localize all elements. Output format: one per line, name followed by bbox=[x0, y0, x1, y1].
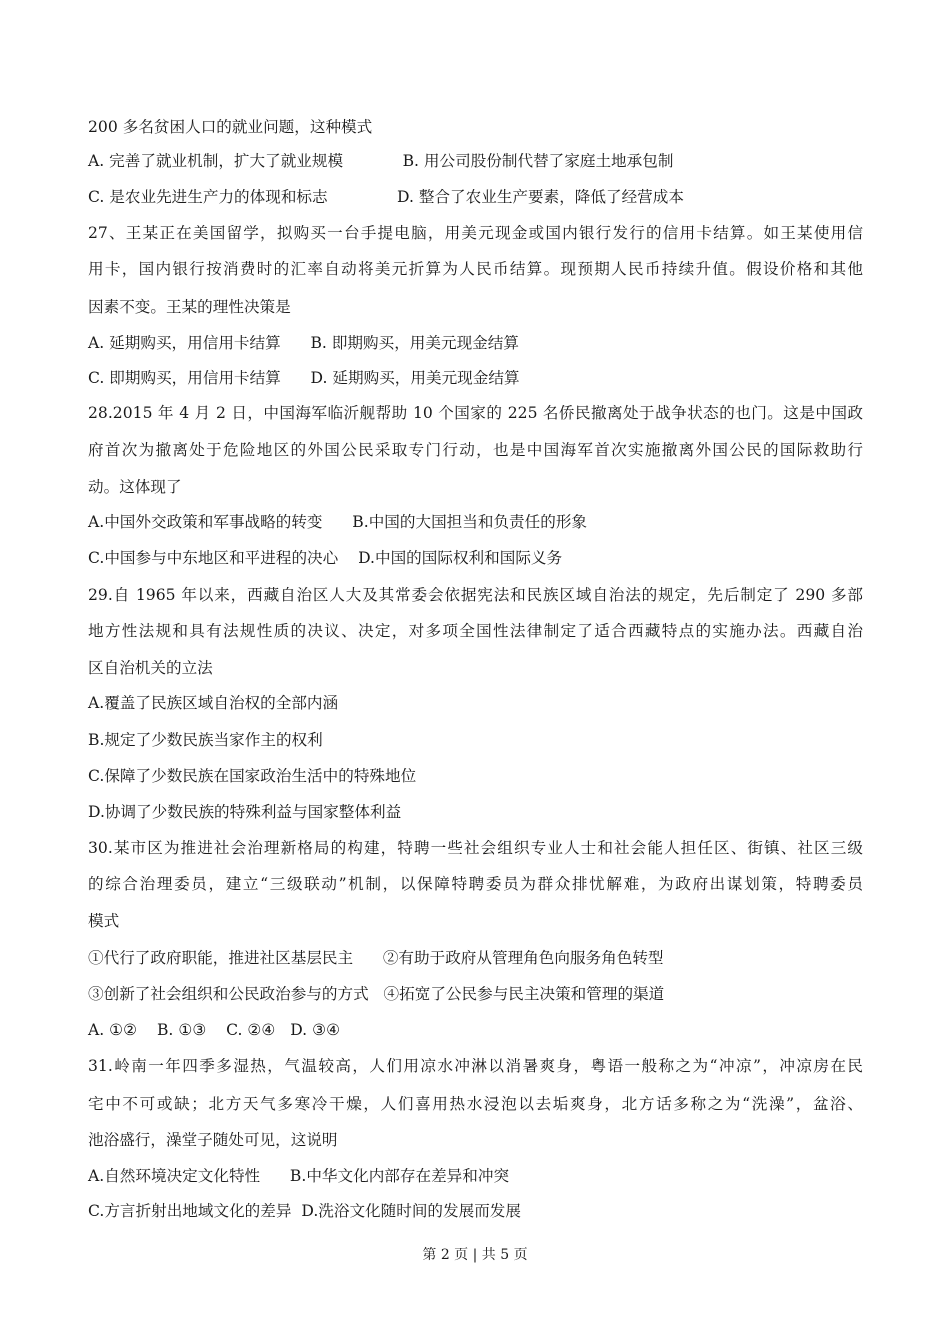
text-line: 动。这体现了 bbox=[88, 478, 182, 496]
text-line: 200 多名贫困人口的就业问题，这种模式 bbox=[88, 118, 373, 136]
text-line: 池浴盛行，澡堂子随处可见，这说明 bbox=[88, 1131, 338, 1149]
text-line: 27、王某正在美国留学，拟购买一台手提电脑，用美元现金或国内银行发行的信用卡结算。如王某使用信 bbox=[88, 224, 863, 242]
text-line: 29.自 1965 年以来，西藏自治区人大及其常委会依据宪法和民族区域自治法的规定，先后制定了 290 多部 bbox=[88, 586, 863, 604]
text-line: A. 延期购买，用信用卡结算 B. 即期购买，用美元现金结算 bbox=[88, 334, 519, 352]
text-line: C. 是农业先进生产力的体现和标志 D. 整合了农业生产要素，降低了经营成本 bbox=[88, 188, 684, 206]
text-line: ③创新了社会组织和公民政治参与的方式 ④拓宽了公民参与民主决策和管理的渠道 bbox=[88, 985, 665, 1003]
text-line: 区自治机关的立法 bbox=[88, 659, 213, 677]
text-line: A. ①② B. ①③ C. ②④ D. ③④ bbox=[88, 1021, 341, 1039]
text-line: 31.岭南一年四季多湿热，气温较高，人们用凉水冲淋以消暑爽身，粤语一般称之为“冲凉”，冲凉房在民 bbox=[88, 1057, 863, 1075]
text-line: 28.2015 年 4 月 2 日，中国海军临沂舰帮助 10 个国家的 225 名侨民撤离处于战争状态的也门。这是中国政 bbox=[88, 404, 863, 422]
text-line: C. 即期购买，用信用卡结算 D. 延期购买，用美元现金结算 bbox=[88, 369, 520, 387]
text-line: A.覆盖了民族区域自治权的全部内涵 bbox=[88, 694, 339, 712]
text-line: A.自然环境决定文化特性 B.中华文化内部存在差异和冲突 bbox=[88, 1167, 510, 1185]
text-line: 因素不变。王某的理性决策是 bbox=[88, 298, 291, 316]
text-line: A. 完善了就业机制，扩大了就业规模 B. 用公司股份制代替了家庭土地承包制 bbox=[88, 152, 674, 170]
text-line: ①代行了政府职能，推进社区基层民主 ②有助于政府从管理角色向服务角色转型 bbox=[88, 949, 664, 967]
text-line: B.规定了少数民族当家作主的权利 bbox=[88, 731, 323, 749]
text-line: 地方性法规和具有法规性质的决议、决定，对多项全国性法律制定了适合西藏特点的实施办法。西藏自治 bbox=[88, 622, 863, 640]
text-line: D.协调了少数民族的特殊利益与国家整体利益 bbox=[88, 803, 402, 821]
text-line: 模式 bbox=[88, 912, 120, 930]
text-line: 府首次为撤离处于危险地区的外国公民采取专门行动，也是中国海军首次实施撤离外国公民的国际救助行 bbox=[88, 441, 863, 459]
text-line: C.方言折射出地域文化的差异 D.洗浴文化随时间的发展而发展 bbox=[88, 1202, 521, 1220]
text-line: A.中国外交政策和军事战略的转变 B.中国的大国担当和负责任的形象 bbox=[88, 513, 588, 531]
text-line: 的综合治理委员，建立“三级联动”机制，以保障特聘委员为群众排忧解难，为政府出谋划策，特聘委员 bbox=[88, 875, 863, 893]
page-footer: 第 2 页 | 共 5 页 bbox=[422, 1247, 528, 1263]
text-line: 宅中不可或缺；北方天气多寒冷干燥，人们喜用热水浸泡以去垢爽身，北方话多称之为“洗澡”，盆浴、 bbox=[88, 1095, 863, 1113]
text-line: C.保障了少数民族在国家政治生活中的特殊地位 bbox=[88, 767, 417, 785]
text-line: 用卡，国内银行按消费时的汇率自动将美元折算为人民币结算。现预期人民币持续升值。假设价格和其他 bbox=[88, 260, 863, 278]
text-line: C.中国参与中东地区和平进程的决心 D.中国的国际权利和国际义务 bbox=[88, 549, 563, 567]
text-line: 30.某市区为推进社会治理新格局的构建，特聘一些社会组织专业人士和社会能人担任区、街镇、社区三级 bbox=[88, 839, 863, 857]
